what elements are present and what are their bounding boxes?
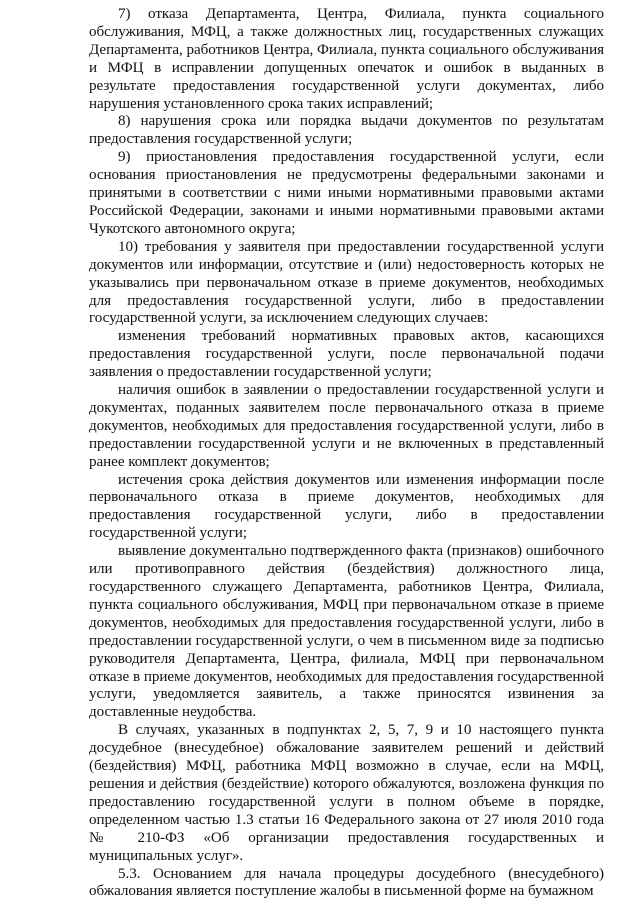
- paragraph-item-7: 7) отказа Департамента, Центра, Филиала, пункта социального обслуживания, МФЦ, а также должностных лиц, государственных служащих Департамента, работников Центра, Филиала, пункта социального обслуживания и МФЦ в исправлении допущенных опечаток и ошибок в выданных в результате предоставления государственной услуги документах, либо нарушения установленного срока таких исправлений;: [89, 6, 604, 112]
- paragraph-section-5-3: 5.3. Основанием для начала процедуры досудебного (внесудебного) обжалования является поступление жалобы в письменной форме на бумажном: [89, 865, 604, 900]
- paragraph-exception-3: истечения срока действия документов или изменения информации после первоначального отказа в приеме документов, необходимых для предоставления государственной услуги, либо в предоставлении государственной услуги;: [89, 471, 604, 542]
- paragraph-exception-1: изменения требований нормативных правовых актов, касающихся предоставления государственной услуги, после первоначальной подачи заявления о предоставлении государственной услуги;: [89, 328, 604, 381]
- paragraph-item-8: 8) нарушения срока или порядка выдачи документов по результатам предоставления государственной услуги;: [89, 113, 604, 148]
- paragraph-cases-note: В случаях, указанных в подпунктах 2, 5, 7, 9 и 10 настоящего пункта досудебное (внесудебное) обжалование заявителем решений и действий (бездействия) МФЦ, работника МФЦ возможно в случае, если на МФЦ, решения и действия (бездействие) которого обжалуются, возложена функция по предоставлению государственной услуги в полном объеме в порядке, определенном частью 1.3 статьи 16 Федерального закона от 27 июля 2010 года № 210-ФЗ «Об организации предоставления государственных и муниципальных услуг».: [89, 722, 604, 864]
- paragraph-exception-4: выявление документально подтвержденного факта (признаков) ошибочного или противоправного действия (бездействия) должностного лица, государственного служащего Департамента, работников Центра, Филиала, пункта социального обслуживания, МФЦ при первоначальном отказе в приеме документов, необходимых для предоставления государственной услуги, либо в предоставлении государственной услуги, о чем в письменном виде за подписью руководителя Департамента, Центра, филиала, МФЦ при первоначальном отказе в приеме документов, необходимых для предоставления государственной услуги, уведомляется заявитель, а также приносятся извинения за доставленные неудобства.: [89, 543, 604, 721]
- paragraph-item-10: 10) требования у заявителя при предоставлении государственной услуги документов или информации, отсутствие и (или) недостоверность которых не указывались при первоначальном отказе в приеме документов, необходимых для предоставления государственной услуги, либо в предоставлении государственной услуги, за исключением следующих случаев:: [89, 238, 604, 327]
- paragraph-item-9: 9) приостановления предоставления государственной услуги, если основания приостановления не предусмотрены федеральными законами и принятыми в соответствии с ними иными нормативными правовыми актами Российской Федерации, законами и иными нормативными правовыми актами Чукотского автономного округа;: [89, 149, 604, 237]
- paragraph-exception-2: наличия ошибок в заявлении о предоставлении государственной услуги и документах, поданных заявителем после первоначального отказа в приеме документов, необходимых для предоставления государственной услуги, либо в предоставлении государственной услуги и не включенных в представленный ранее комплект документов;: [89, 382, 604, 470]
